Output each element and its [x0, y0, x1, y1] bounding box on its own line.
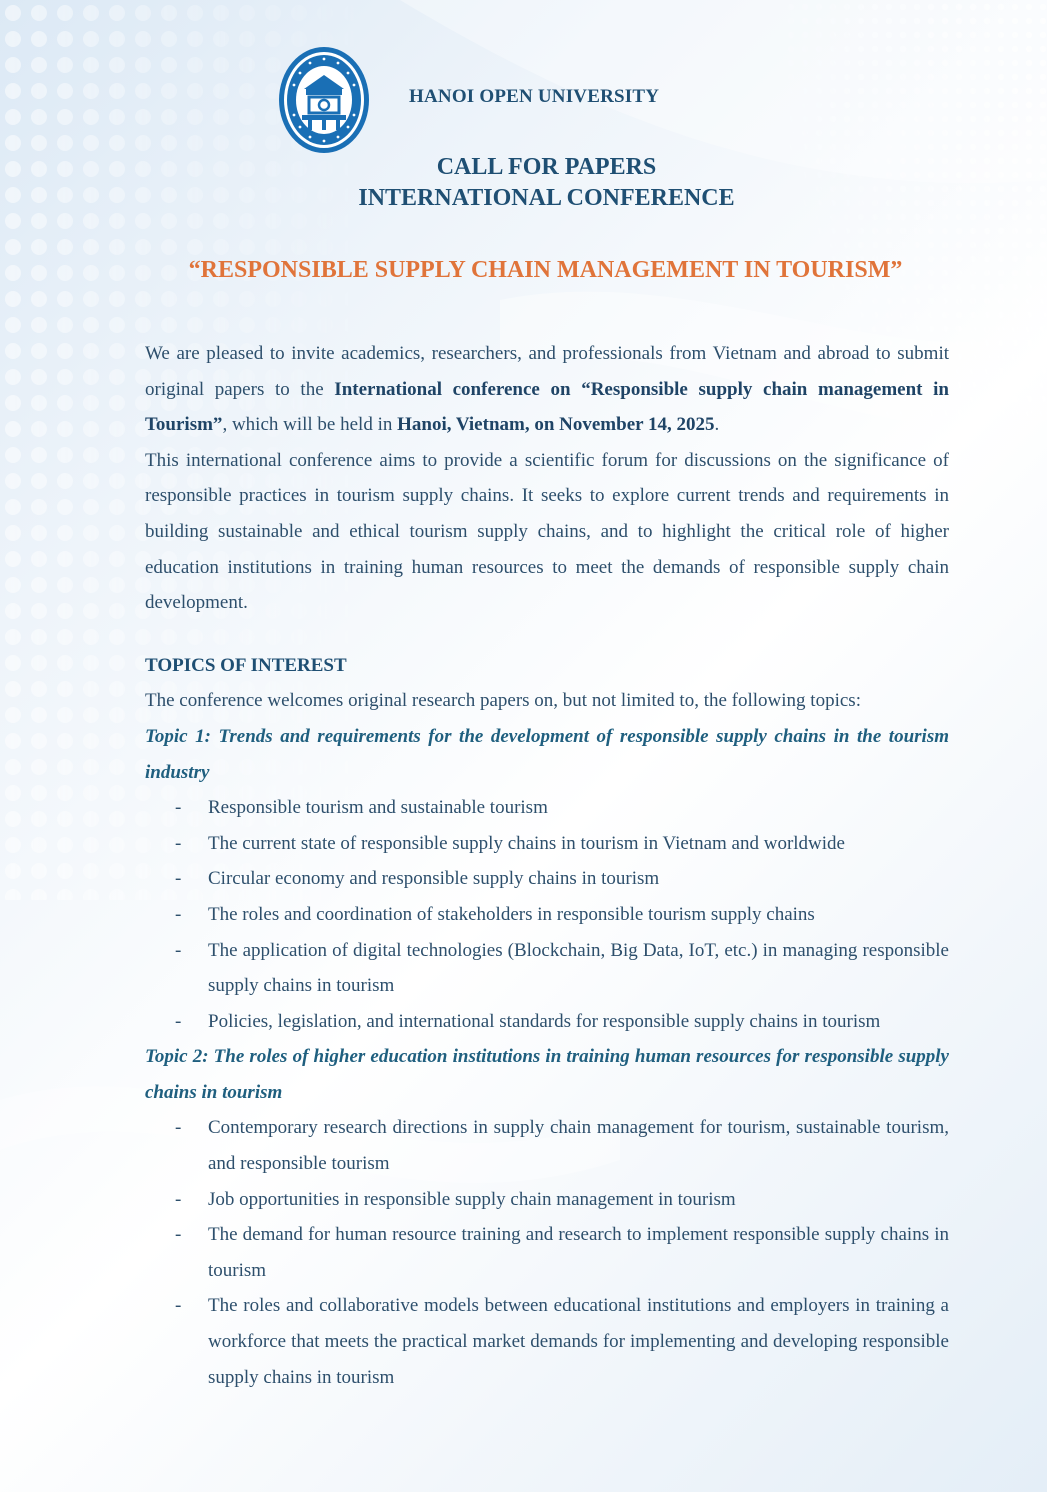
conference-title: “RESPONSIBLE SUPPLY CHAIN MANAGEMENT IN TOURISM” — [188, 257, 903, 283]
topics-intro: The conference welcomes original research papers on, but not limited to, the following topics: — [145, 690, 861, 712]
aim-paragraph: This international conference aims to provide a scientific forum for discussions on the significance of responsible practices in tourism supply chains. It seeks to explore current trends and requirements in building sustainable and ethical tourism supply chains, and to highlight the critical role of higher education institutions in training human resources to meet the demands of responsible supply chain development. — [145, 449, 949, 614]
list-item: - The application of digital technologies (Blockchain, Big Data, IoT, etc.) in managing responsible supply chains in tourism — [175, 939, 949, 997]
university-name: HANOI OPEN UNIVERSITY — [409, 86, 660, 107]
header — [278, 45, 778, 155]
topic-2-list — [145, 1110, 949, 1395]
topic-2-title: Topic 2: The roles of higher education institutions in training human resources for responsible supply chains in tourism — [145, 1046, 949, 1103]
list-item: - Circular economy and responsible supply chains in tourism — [175, 868, 660, 890]
intro-paragraph: We are pleased to invite academics, researchers, and professionals from Vietnam and abroad to submit original papers to the International conference on “Responsible supply chain management in Tourism”, which will be held in Hanoi, Vietnam, on November 14, 2025. — [145, 343, 949, 436]
conference-name: International conference on “Responsible supply chain management in Tourism” — [145, 378, 949, 436]
list-item: - The roles and coordination of stakeholders in responsible tourism supply chains — [175, 903, 815, 925]
document-title — [0, 152, 1047, 214]
list-item: - The demand for human resource training and research to implement responsible supply chains in tourism — [175, 1224, 949, 1281]
university-seal-icon — [278, 45, 370, 155]
call-for-papers-heading: CALL FOR PAPERS — [436, 154, 657, 180]
body-content — [145, 336, 949, 1395]
international-conference-heading: INTERNATIONAL CONFERENCE — [358, 185, 735, 211]
topics-heading: TOPICS OF INTEREST — [145, 654, 347, 676]
list-item: - Job opportunities in responsible supply chain management in tourism — [175, 1188, 736, 1210]
list-item: - Policies, legislation, and international standards for responsible supply chains in tourism — [175, 1010, 881, 1032]
conference-location-date: Hanoi, Vietnam, on November 14, 2025 — [397, 414, 715, 436]
list-item: - Responsible tourism and sustainable tourism — [175, 797, 548, 819]
list-item: - The current state of responsible supply chains in tourism in Vietnam and worldwide — [175, 832, 845, 854]
list-item: - Contemporary research directions in supply chain management for tourism, sustainable tourism, and responsible tourism — [175, 1117, 949, 1175]
topic-1-title: Topic 1: Trends and requirements for the development of responsible supply chains in the tourism industry — [145, 725, 949, 783]
topic-1-list — [145, 790, 949, 1039]
list-item: - The roles and collaborative models between educational institutions and employers in training a workforce that meets the practical market demands for implementing and developing responsible supply chains in tourism — [175, 1295, 949, 1388]
